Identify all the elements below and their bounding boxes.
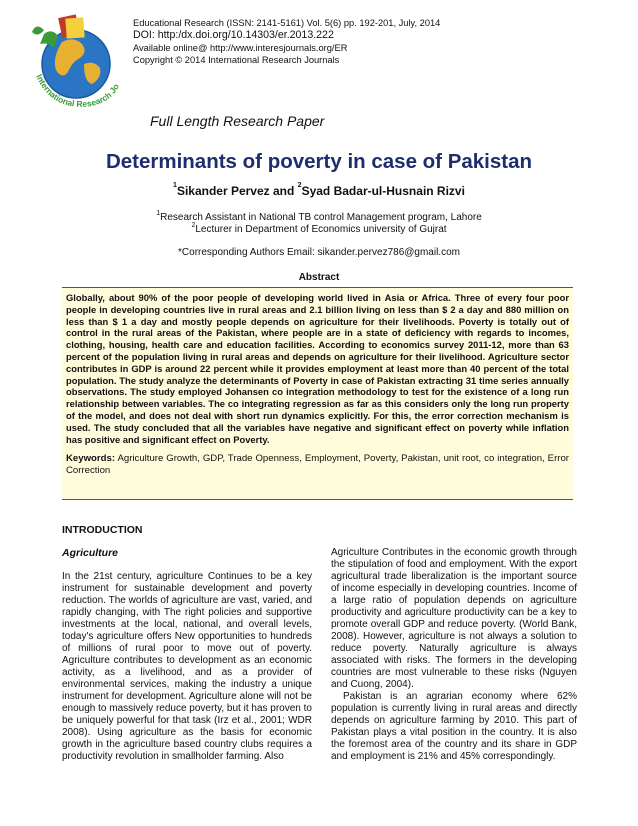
author-line — [0, 184, 638, 198]
section-heading-introduction: INTRODUCTION — [62, 524, 143, 536]
globe-icon — [22, 14, 126, 118]
affiliation-2 — [0, 224, 638, 235]
journal-citation: Educational Research (ISSN: 2141-5161) Vol. 5(6) pp. 192-201, July, 2014 — [133, 18, 441, 28]
availability-line: Available online@ http://www.interesjournals.org/ER — [133, 43, 348, 53]
keywords — [66, 453, 569, 477]
abstract-heading: Abstract — [298, 272, 340, 283]
right-paragraph-1: Agriculture Contributes in the economic growth through the stipulation of food and employment. With the export agricultural trade liberalization is the important source of income especially in developing countries. Income of a large ratio of population depends on agriculture productivity and agriculture productivity can be a key to promote overall GDP and reduce poverty. (World Bank, 2008). However, agriculture is not always a solution to reduce poverty. Naturally agriculture is always associated with risks. The formers in the developing countries are most vulnerable to these risks (Nguyen and Cuong, 2004). — [331, 547, 577, 690]
copyright-line: Copyright © 2014 International Research Journals — [133, 55, 340, 65]
keywords-label: Keywords: — [66, 453, 116, 465]
keywords-list: Agriculture Growth, GDP, Trade Openness, Employment, Poverty, Pakistan, unit root, co integration, Error Correction — [66, 453, 569, 477]
abstract-text: Globally, about 90% of the poor people of developing world lived in Asia or Africa. Three of every four poor people in developing countries live in rural areas and 2.1 billion living on less than $ 2 a day and 880 million on less than $ 1 a day and mostly people depends on agriculture for their livelihoods. Poverty is totally out of control in the rural areas of the Pakistan, where people are in a state of deficiency with regards to incomes, clothing, housing, health care and education facilities. According to economics survey 2011-12, more than 63 percent of the population living in rural areas and depends on agriculture for their livelihood. Agriculture sector contributes in GDP is around 22 percent while it provides employment at least more than 40 percent of the total population. The study analyze the determinants of Poverty in case of Pakistan extracting 31 time series annually observations. The study employed Johansen co integration methodology to test for the existence of a long run relationship between variables. The co integrating regression as far as this considers only the long run property of the model, and does not deal with short run dynamics explicitly. For this, the error correction mechanism is used. The study concluded that all the variables have negative and significant effect on poverty while inflation has positive and significant effect on Poverty. — [66, 292, 569, 445]
svg-text:International Research Journal: International Research Jo — [34, 72, 121, 109]
left-paragraph: In the 21st century, agriculture Continues to be a key instrument for sustainable development and poverty reduction. The worlds of agriculture are vast, varied, and rapidly changing, with The right policies and supportive investments at the local, national, and overall levels, today's agriculture offers New opportunities to hundreds of millions of rural poor to move out of poverty. Agriculture contributes to development as an economic activity, as a livelihood, and as a provider of environmental services, making the industry a unique instrument for development. Agriculture alone will not be enough to massively reduce poverty, but it has proven to be uniquely powerful for that task (Irz et al., 2001; WDR 2008). Using agriculture as the basis for economic growth in the agriculture based country clubs requires a productivity revolution in smallholder farming. Also — [62, 571, 312, 762]
abstract-box — [62, 287, 573, 500]
journal-logo — [22, 14, 126, 118]
author2-name: Syad Badar-ul-Husnain Rizvi — [301, 184, 465, 198]
author1-name: Sikander Pervez and — [176, 184, 298, 198]
paper-type: Full Length Research Paper — [150, 113, 325, 129]
aff1-text: Research Assistant in National TB control Management program, Lahore — [160, 212, 482, 223]
author1-sup: 1 — [173, 182, 177, 189]
right-paragraph-2: Pakistan is an agrarian economy where 62% population is currently living in rural areas and directly depends on agriculture farming by 2010. This part of Pakistan plays a vital position in the country. It is also the foremost area of the country and its share in GDP and employment is 21% and 45% correspondingly. — [331, 691, 577, 762]
doi-line: DOI: http:/dx.doi.org/10.14303/er.2013.222 — [133, 29, 334, 41]
paper-title: Determinants of poverty in case of Pakistan — [105, 150, 533, 173]
aff2-sup: 2 — [191, 222, 196, 229]
subsection-heading-agriculture: Agriculture — [62, 547, 119, 559]
aff2-text: Lecturer in Department of Economics university of Gujrat — [195, 224, 447, 235]
body-column-right — [331, 547, 577, 763]
corresponding-email: *Corresponding Authors Email: sikander.pervez786@gmail.com — [178, 247, 460, 258]
aff1-sup: 1 — [156, 210, 161, 217]
affiliation-1 — [0, 212, 638, 223]
author2-sup: 2 — [297, 182, 302, 189]
body-column-left — [62, 571, 312, 763]
